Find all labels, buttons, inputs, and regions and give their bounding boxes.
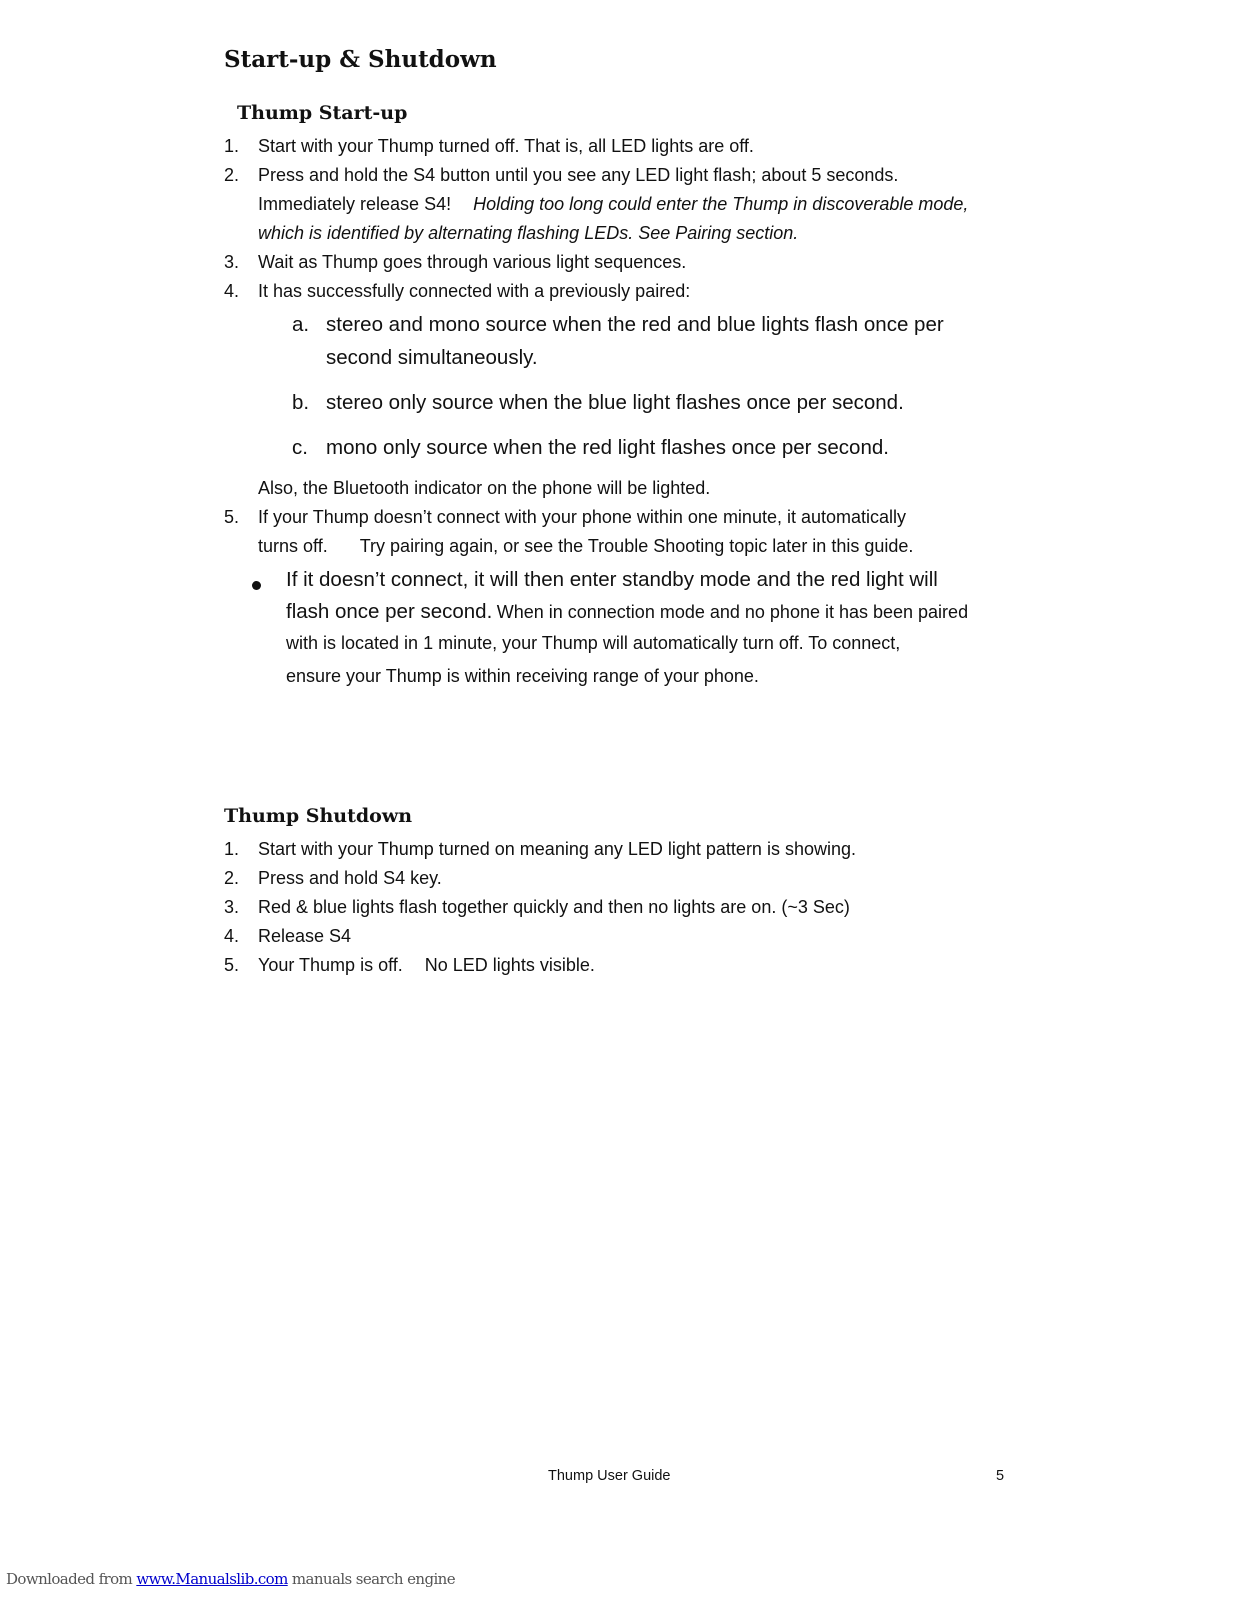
substep-c-text: mono only source when the red light flashes once per second. (326, 436, 889, 459)
substep-a-line2: second simultaneously. (326, 346, 538, 369)
startup-step-2-line3: which is identified by alternating flashing LEDs. See Pairing section. (258, 223, 799, 243)
bullet-line3: with is located in 1 minute, your Thump will automatically turn off. To connect, (286, 633, 901, 653)
shutdown-heading: Thump Shutdown (224, 805, 413, 827)
substep-b-label: b. (292, 391, 310, 414)
manual-page: Start-up & Shutdown Thump Start-up 1. Start with your Thump turned off. That is, all LED lights are off. 2. Press and hold the S4 button until you see any LED light flash; about 5 seconds. Immediately release S4! Holding too long could enter the Thump in discoverable mode, which is identified by alternating flashing LEDs. See Pairing section. 3. Wait as Thump goes through various light sequences. 4. It has successfully connected with a previously paired: a. stereo and mono source when the red and blue lights flash once per second simultaneously. b. stereo only source when the blue light flashes once per second. c. mono only source when the red light flashes once per second. Also, the Bluetooth indicator on the phone will be lighted. 5. If your Thump doesn’t connect with your phone within one minute, it automatically turns off. Try pairing again, or see the Trouble Shooting topic later in this guide. If it doesn’t connect, it will then enter standby mode and the red light will flash once per second. When in connection mode and no phone it has been paired with is located in 1 minute, your Thump will automatically turn off. To connect, ensure your Thump is within receiving range of your phone. Thump Shutdown 1. Start with your Thump turned on meaning any LED light pattern is showing. 2. Press and hold S4 key. 3. Red & blue lights flash together quickly and then no lights are on. (~3 Sec) 4. Release S4 5. Your Thump is off. No LED lights visible. Thump User Guide 5 Downloaded from www.Manualslib.com manuals search engine (6, 46, 1005, 1588)
substep-c-label: c. (292, 436, 308, 459)
bullet-dot (252, 581, 261, 590)
startup-heading: Thump Start-up (237, 102, 408, 124)
manualslib-link[interactable]: www.Manualslib.com (136, 1570, 288, 1588)
bluetooth-note: Also, the Bluetooth indicator on the phone will be lighted. (258, 478, 711, 498)
download-banner: Downloaded from www.Manualslib.com manuals search engine (6, 1570, 455, 1588)
page-number: 5 (996, 1468, 1005, 1484)
startup-step-2-line2: Immediately release S4! Holding too long could enter the Thump in discoverable mode, (258, 194, 969, 214)
substep-a-label: a. (292, 313, 310, 336)
bullet-line4: ensure your Thump is within receiving range of your phone. (286, 666, 759, 686)
substep-b-text: stereo only source when the blue light flashes once per second. (326, 391, 904, 414)
bullet-line1: If it doesn’t connect, it will then enter standby mode and the red light will (286, 568, 938, 591)
bullet-line2: flash once per second. When in connection mode and no phone it has been paired (286, 600, 969, 623)
page-title: Start-up & Shutdown (224, 46, 497, 73)
substep-a-line1: stereo and mono source when the red and blue lights flash once per (326, 313, 944, 336)
footer-title: Thump User Guide (548, 1468, 671, 1484)
startup-step-5-line2: turns off. Try pairing again, or see the Trouble Shooting topic later in this guide. (258, 536, 914, 556)
